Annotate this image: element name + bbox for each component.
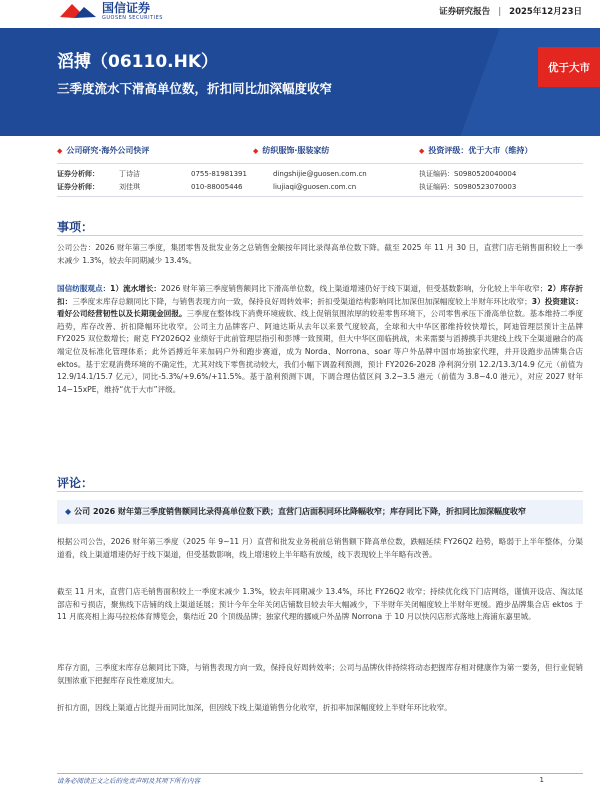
category-tags bbox=[57, 145, 583, 156]
events-text: 公司公告：2026 财年第三季度，集团零售及批发业务之总销售金额按年同比录得高单位数下降。截至 2025 年 11 月 30 日，直营门店毛销售面积较上一季末减少 1.3%，较去年同期减少 13.4%。 bbox=[57, 243, 583, 265]
analyst-row: 证券分析师： 刘佳琪 010-88005446 liujiaqi@guosen.com.cn 执证编码：S0980523070003 bbox=[57, 182, 517, 191]
tag-rating: ◆ 投资评级：优于大市（维持） bbox=[419, 146, 533, 155]
page-number: 1 bbox=[539, 776, 544, 784]
company-logo bbox=[58, 1, 163, 21]
bullet-icon: ◆ bbox=[57, 146, 63, 155]
tag-industry: ◆ 纺织服饰·服装家纺 bbox=[253, 146, 330, 155]
analyst-row: 证券分析师： 丁诗洁 0755-81981391 dingshijie@guosen.com.cn 执证编码：S0980520040004 bbox=[57, 169, 517, 178]
analyst-email[interactable]: dingshijie@guosen.com.cn bbox=[273, 169, 367, 178]
logo-cn: 国信证券 bbox=[102, 0, 151, 15]
top-bar bbox=[0, 0, 600, 28]
view-paragraph: 国信纺服观点：1）流水增长：2026 财年第三季度销售额同比下滑高单位数，线上渠道增速仍好于线下渠道，但受基数影响，分化较上半年收窄；2）库存折扣：三季度末库存总额同比下降，与销售表现方向一致，保持良好周转效率；折扣受渠道结构影响同比加深但加深幅度较上半财年环比收窄；3）投资建议：看好公司经营韧性以及长期现金回报。三季度在整体线下消费环境疲软、线上促销氛围浓厚的较差零售环境下，公司零售承压下滑高单位数。基本维持二季度趋势，库存改善、折扣降幅环比收窄。公司主力品牌客户、阿迪达斯从去年以来景气度较高，全球和大中华区都维持较快增长，阿迪管理层预计主品牌 FY2025 双位数增长；耐克 FY2026Q2 业绩好于此前管理层指引和彭博一致预期，但大中华区面临挑战，未来需要与滔搏携手共建线上线下全渠道融合的高端定位及标准化管理体系；此外滔搏近年来加码户外和跑步赛道，成为 Norda、Norrona、soar 等户外品牌中国市场独家代理，并开设跑步品牌集合店 ektos。基于宏观消费环境的不确定性，尤其对线下零售扰动较大，我们小幅下调盈利预测，预计 FY2026-2028 净利润分别 12.2/13.3/14.9 亿元（前值为 12.9/14.1/15.7 亿元），同比-5.3%/+9.6%/+11.5%。基于盈利预测下调，下调合理估值区间 3.2~3.5 港元（前值为 3.8~4.0 港元），对应 2027 财年 14~15xPE，维持“优于大市”评级。 bbox=[57, 284, 584, 394]
logo-en: GUOSEN SECURITIES bbox=[102, 14, 163, 21]
analyst-table bbox=[57, 163, 583, 197]
footer-disclaimer: 请务必阅读正文之后的免责声明及其项下所有内容 bbox=[57, 777, 200, 785]
footer-divider bbox=[57, 773, 583, 774]
report-type: 证券研究报告 bbox=[439, 7, 491, 17]
title-banner bbox=[0, 28, 600, 136]
comment-heading: 评论： bbox=[57, 476, 94, 490]
comment-para-2: 截至 11 月末，直营门店毛销售面积较上一季度末减少 1.3%，较去年同期减少 13.4%，环比 FY26Q2 收窄；持续优化线下门店网络，谨慎开设店、淘汰尾部店和亏损店，聚焦线下店铺的线上渠道延展；预计今年全年关闭店铺数目较去年大幅减少，下半财年关闭幅度较上半财年更缓。跑步品牌集合店 ektos 于 11 月底亮相上海马拉松体育博览会，集结近 20 个顶级品牌；独家代理的挪威户外品牌 Norrona 于 10 月以快闪店形式落地上海浦东嘉里城。 bbox=[57, 587, 583, 622]
tag-research-type: ◆ 公司研究·海外公司快评 bbox=[57, 146, 150, 155]
page-subtitle: 三季度流水下滑高单位数，折扣同比加深幅度收窄 bbox=[57, 81, 333, 96]
events-heading: 事项： bbox=[57, 220, 94, 234]
comment-para-4: 折扣方面，因线上渠道占比提升而同比加深，但因线下线上渠道销售分化收窄，折扣率加深幅度较上半财年环比收窄。 bbox=[57, 703, 452, 712]
report-date: 2025年12月23日 bbox=[509, 7, 582, 17]
comment-para-3: 库存方面，三季度末库存总额同比下降，与销售表现方向一致，保持良好周转效率；公司与品牌伙伴持续将动态把握库存相对健康作为第一要务，但行业促销氛围浓重下把握库存良性难度加大。 bbox=[57, 663, 583, 685]
rating-badge: 优于大市 bbox=[538, 47, 600, 87]
comment-summary: ◆ 公司 2026 财年第三季度销售额同比录得高单位数下跌；直营门店面积同环比降幅收窄；库存同比下降，折扣同比加深幅度收窄 bbox=[57, 500, 583, 524]
analyst-email[interactable]: liujiaqi@guosen.com.cn bbox=[273, 182, 357, 191]
logo-mark-icon bbox=[58, 1, 98, 21]
comment-para-1: 根据公司公告，2026 财年第三季度（2025 年 9~11 月）直营和批发业务税前总销售额下降高单位数，跌幅延续 FY26Q2 趋势，略弱于上半年整体，分渠道看，线上渠道增速仍好于线下渠道，但受基数影响，线上增速较上半年略有放缓，线下表现较上半年略有改善。 bbox=[57, 537, 583, 559]
bullet-icon: ◆ bbox=[419, 146, 425, 155]
view-label: 国信纺服观点： bbox=[57, 284, 111, 293]
bullet-icon: ◆ bbox=[65, 507, 72, 516]
report-meta: 证券研究报告 | 2025年12月23日 bbox=[439, 7, 582, 17]
bullet-icon: ◆ bbox=[253, 146, 259, 155]
page-title: 滔搏（06110.HK） bbox=[57, 52, 219, 72]
